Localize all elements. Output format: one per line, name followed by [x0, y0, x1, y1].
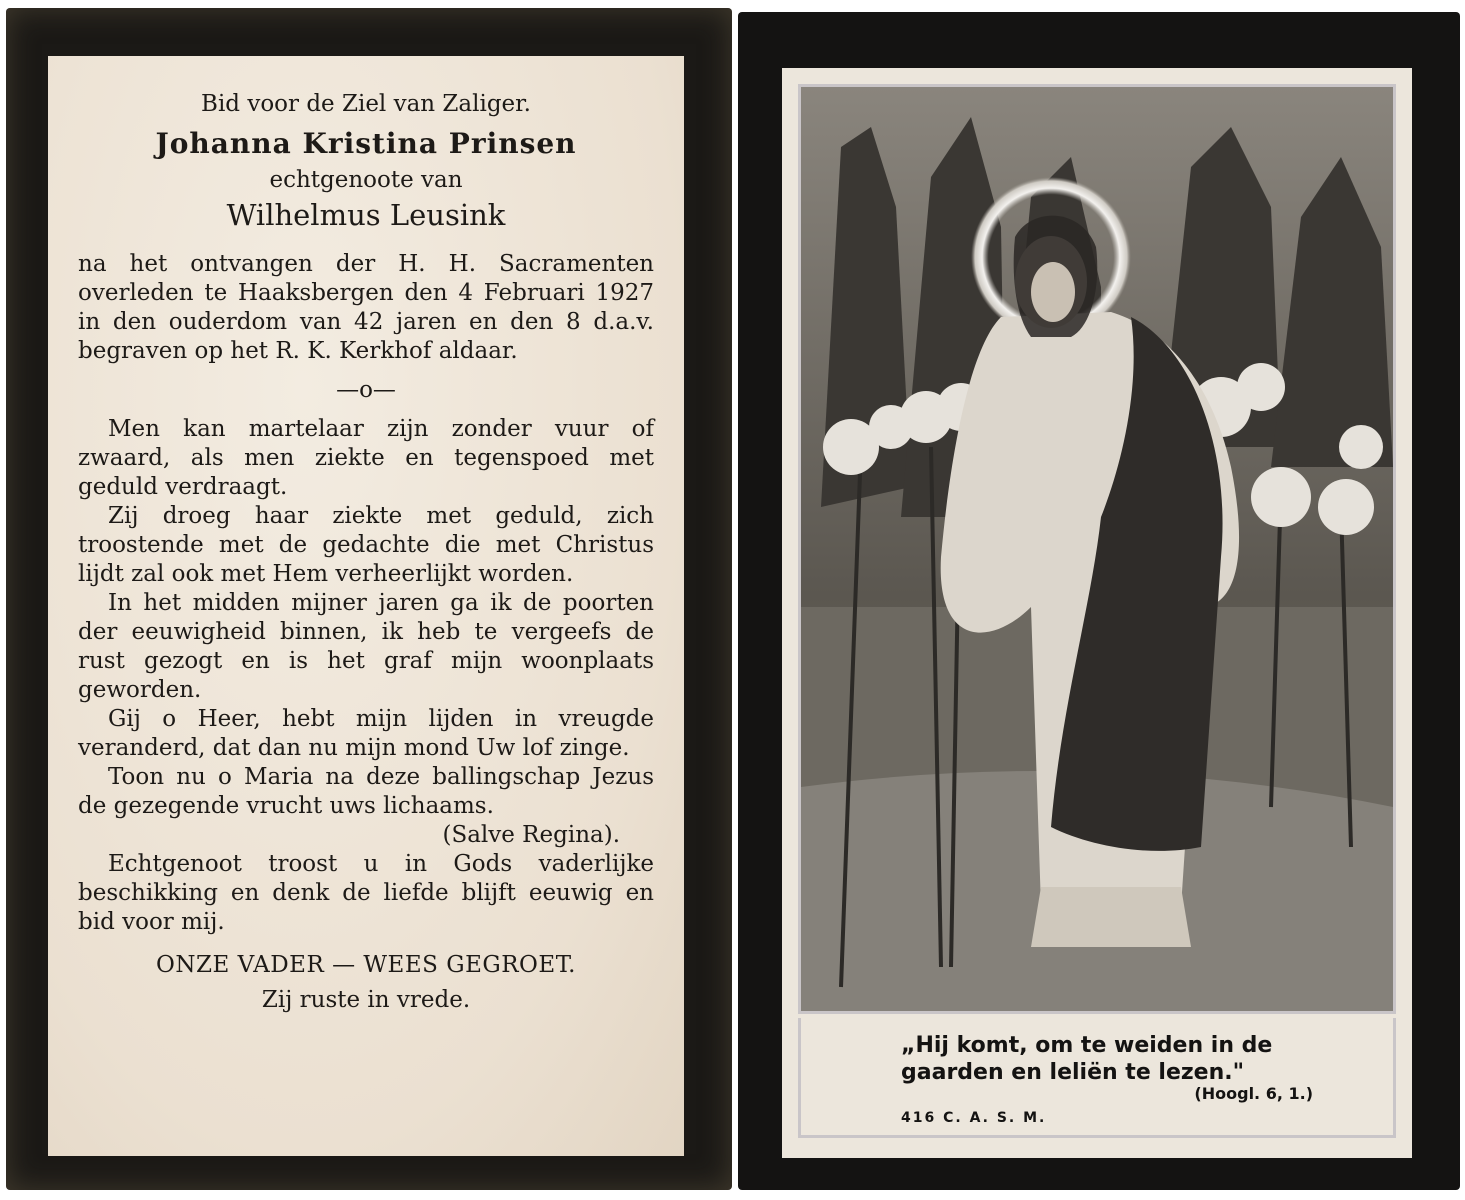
scripture-reference: (Hoogl. 6, 1.): [1194, 1084, 1313, 1103]
separator: —o—: [336, 377, 396, 403]
paragraph: Gij o Heer, hebt mijn lijden in vreugde veranderd, dat dan nu mijn mond Uw lof zinge.: [78, 706, 654, 761]
memorial-card-image-side: [738, 12, 1460, 1190]
card-text: [78, 90, 654, 1015]
rest-in-peace-line: Zij ruste in vrede.: [261, 987, 471, 1013]
prayer-line: ONZE VADER — WEES GEGROET.: [156, 952, 576, 978]
jesus-with-lilies-illustration: [801, 87, 1393, 1011]
spouse-intro: echtgenoote van: [269, 167, 463, 193]
card-heading: Bid voor de Ziel van Zaliger.: [201, 91, 531, 117]
card-paper: [48, 56, 684, 1156]
memorial-card-text-side: [6, 8, 732, 1190]
image-frame: [782, 68, 1412, 1158]
quote-line-2: gaarden en leliën te lezen.": [901, 1060, 1245, 1085]
paragraph: Zij droeg haar ziekte met geduld, zich troostende met de gedachte die met Christus lijdt zal ook met Hem verheerlijkt worden.: [78, 503, 654, 587]
devotional-illustration: [798, 84, 1396, 1014]
spouse-name: Wilhelmus Leusink: [226, 198, 506, 232]
salve-regina-ref: (Salve Regina).: [442, 822, 620, 848]
scripture-quote: [901, 1032, 1272, 1086]
caption-panel: [798, 1018, 1396, 1138]
paragraph: Toon nu o Maria na deze ballingschap Jezus de gezegende vrucht uws lichaams.: [78, 764, 654, 819]
paragraph: In het midden mijner jaren ga ik de poorten der eeuwigheid binnen, ik heb te vergeefs de rust gezogt en is het graf mijn woonplaats geworden.: [78, 590, 654, 703]
deceased-name: Johanna Kristina Prinsen: [155, 127, 577, 160]
closing-paragraph: Echtgenoot troost u in Gods vaderlijke beschikking en denk de liefde blijft eeuwig en bid voor mij.: [78, 851, 654, 935]
paragraph: Men kan martelaar zijn zonder vuur of zwaard, als men ziekte en tegenspoed met geduld verdraagt.: [78, 416, 654, 500]
death-notice: na het ontvangen der H. H. Sacramenten overleden te Haaksbergen den 4 Februari 1927 in den ouderdom van 42 jaren en den 8 d.a.v. begraven op het R. K. Kerkhof aldaar.: [78, 251, 654, 364]
quote-line-1: „Hij komt, om te weiden in de: [901, 1033, 1273, 1058]
publisher-code: 416 C. A. S. M.: [901, 1110, 1047, 1126]
